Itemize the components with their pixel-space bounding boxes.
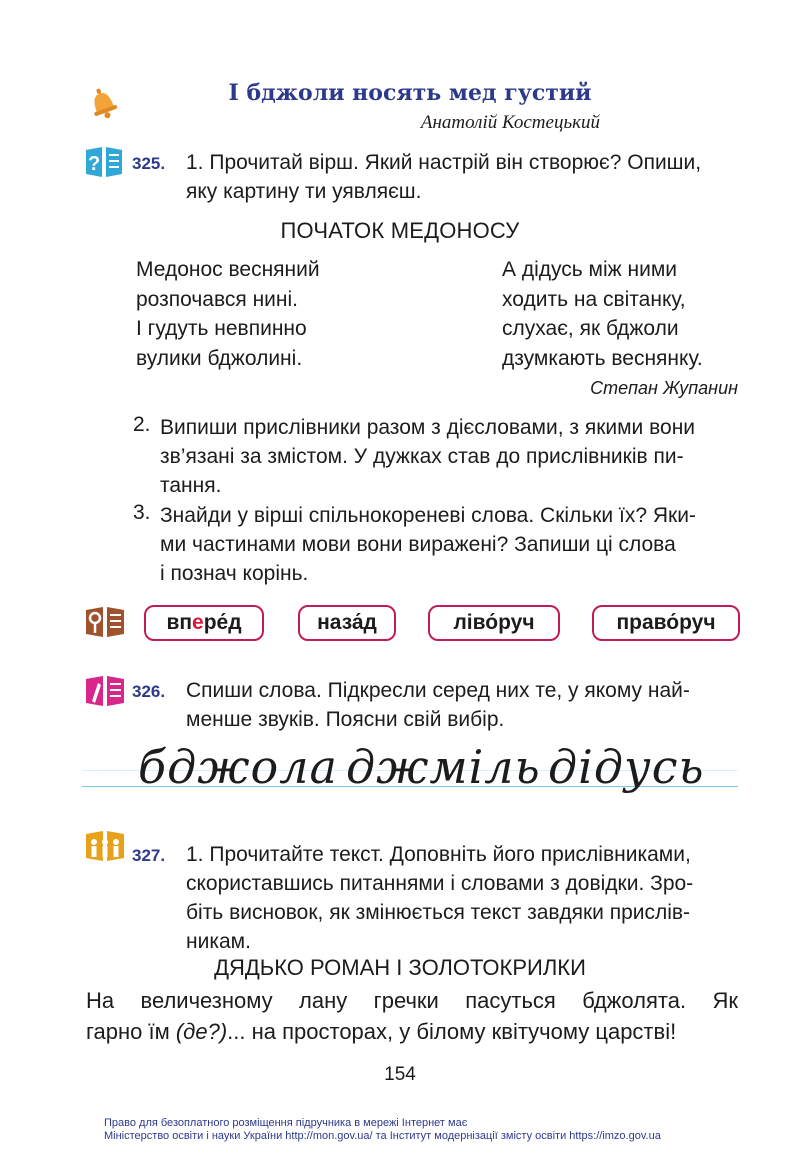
word-part: вп bbox=[166, 611, 193, 634]
exercise-326-line1: Спиши слова. Підкресли серед них те, у якому най- bbox=[186, 679, 690, 702]
write-pen-icon bbox=[84, 675, 126, 707]
handwritten-word: джміль bbox=[346, 740, 541, 794]
poem-author: Степан Жупанин bbox=[590, 378, 738, 398]
exercise-327-line: 1. Прочитайте текст. Доповніть його прислівниками, bbox=[186, 843, 691, 866]
task-2-line: тання. bbox=[160, 474, 222, 497]
task-3-number: 3. bbox=[133, 501, 151, 524]
exercise-325-task1-line2: яку картину ти уявляєш. bbox=[186, 180, 422, 203]
task-2-line: Випиши прислівники разом з дієсловами, з якими вони bbox=[160, 416, 696, 439]
exercise-326-line2: менше звуків. Поясни свій вибір. bbox=[186, 708, 505, 731]
text-part: гарно їм bbox=[86, 1019, 176, 1044]
handwritten-word: дідусь bbox=[548, 740, 705, 794]
exercise-325-number: 325. bbox=[132, 154, 166, 173]
poem-line: Медонос весняний bbox=[136, 258, 320, 281]
word-card-pravoruch bbox=[592, 605, 740, 641]
poem-right-stanza bbox=[502, 255, 703, 373]
poem-title: ПОЧАТОК МЕДОНОСУ bbox=[280, 218, 520, 243]
poem-line: вулики бджолині. bbox=[136, 346, 303, 370]
group-work-icon bbox=[84, 830, 126, 862]
bell-icon bbox=[86, 86, 120, 120]
text-body-line1: На величезному лану гречки пасуться бджолята. Як bbox=[86, 988, 738, 1013]
text-part: ... на просторах, у білому квітучому царстві! bbox=[227, 1019, 677, 1044]
poem-line: розпочався нині. bbox=[136, 287, 299, 311]
handwritten-word: бджола bbox=[138, 740, 338, 794]
word-part: наза́д bbox=[317, 611, 377, 634]
exercise-327-number: 327. bbox=[132, 846, 166, 865]
poem-line: слухає, як бджоли bbox=[502, 317, 679, 340]
word-part: ліво́руч bbox=[453, 611, 535, 634]
title-author: Анатолій Костецький bbox=[420, 112, 600, 133]
read-question-icon bbox=[84, 146, 124, 178]
question-hint: (де?) bbox=[175, 1019, 228, 1044]
vocabulary-icon bbox=[84, 606, 126, 638]
exercise-327-line: скориставшись питаннями і словами з довідки. Зро- bbox=[186, 872, 694, 895]
task-2-text bbox=[160, 413, 740, 500]
task-2-number: 2. bbox=[133, 413, 151, 436]
poem-line: А дідусь між ними bbox=[502, 258, 678, 281]
page-number: 154 bbox=[384, 1064, 416, 1085]
word-card-nazad bbox=[298, 605, 396, 641]
footer-line2: Міністерство освіти і науки України http://mon.gov.ua/ та Інститут модернізації змісту освіти https://imzo.gov.ua bbox=[104, 1130, 661, 1142]
exercise-327-line: біть висновок, як змінюється текст завдяки прислів- bbox=[186, 901, 691, 924]
footer-line1: Право для безоплатного розміщення підручника в мережі Інтернет має bbox=[104, 1117, 468, 1129]
stressed-letter: е bbox=[192, 611, 204, 634]
exercise-326-number: 326. bbox=[132, 682, 166, 701]
exercise-327-text bbox=[186, 840, 740, 956]
task-3-line: Знайди у вірші спільнокореневі слова. Скільки їх? Яки- bbox=[160, 504, 696, 527]
poem-left-stanza bbox=[136, 255, 320, 373]
word-card-livoruch bbox=[428, 605, 560, 641]
word-part: ре́д bbox=[203, 611, 242, 634]
page-title: І бджоли носять мед густий bbox=[228, 80, 592, 106]
word-card-vpered bbox=[144, 605, 264, 641]
exercise-325-task1-line1: 1. Прочитай вірш. Який настрій він створює? Опиши, bbox=[186, 151, 702, 174]
text-heading: ДЯДЬКО РОМАН І ЗОЛОТОКРИЛКИ bbox=[214, 955, 586, 980]
task-2-line: зв’язані за змістом. У дужках став до прислівників пи- bbox=[160, 445, 684, 468]
task-3-line: ми частинами мови вони виражені? Запиши ці слова bbox=[160, 533, 676, 556]
word-part: право́руч bbox=[616, 611, 716, 634]
svg-text:?: ? bbox=[88, 153, 101, 175]
task-3-line: і познач корінь. bbox=[160, 562, 309, 585]
poem-line: дзумкають веснянку. bbox=[502, 346, 703, 370]
task-3-text bbox=[160, 501, 740, 588]
exercise-327-line: никам. bbox=[186, 930, 251, 953]
poem-line: І гудуть невпинно bbox=[136, 317, 307, 340]
text-body-line2 bbox=[86, 1016, 738, 1047]
poem-line: ходить на світанку, bbox=[502, 287, 686, 311]
